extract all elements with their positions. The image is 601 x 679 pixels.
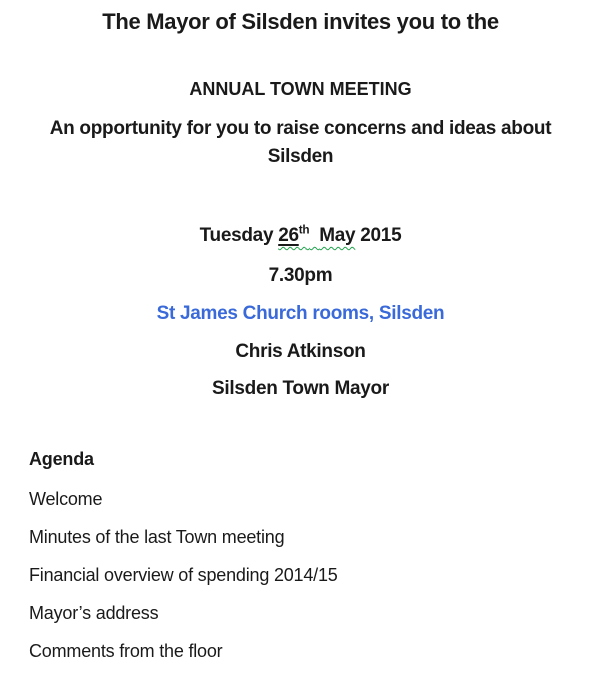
agenda-heading: Agenda — [29, 449, 94, 469]
subtitle-line-2: Silsden — [267, 146, 334, 167]
document-title: The Mayor of Silsden invites you to the — [102, 9, 499, 34]
date-line — [29, 222, 572, 250]
date-month: May — [319, 225, 356, 246]
venue-line: St James Church rooms, Silsden — [156, 303, 445, 324]
mayor-role: Silsden Town Mayor — [212, 378, 389, 399]
date-gap — [309, 225, 319, 246]
agenda-item: Welcome — [29, 489, 103, 509]
agenda-item: Comments from the floor — [29, 641, 223, 661]
time-line: 7.30pm — [268, 265, 333, 286]
agenda-item: Financial overview of spending 2014/15 — [29, 565, 338, 585]
date-prefix: Tuesday — [199, 225, 279, 246]
date-year: 2015 — [355, 225, 402, 246]
agenda-item: Mayor’s address — [29, 603, 159, 623]
date-ordinal: th — [298, 223, 310, 237]
mayor-name: Chris Atkinson — [235, 341, 366, 362]
subtitle — [29, 115, 572, 171]
date-grammar-squiggle — [278, 225, 355, 246]
meeting-heading: ANNUAL TOWN MEETING — [189, 79, 412, 99]
agenda-item: Minutes of the last Town meeting — [29, 527, 285, 547]
subtitle-line-1: An opportunity for you to raise concerns and ideas about — [49, 118, 552, 139]
date-day: 26 — [278, 225, 299, 246]
